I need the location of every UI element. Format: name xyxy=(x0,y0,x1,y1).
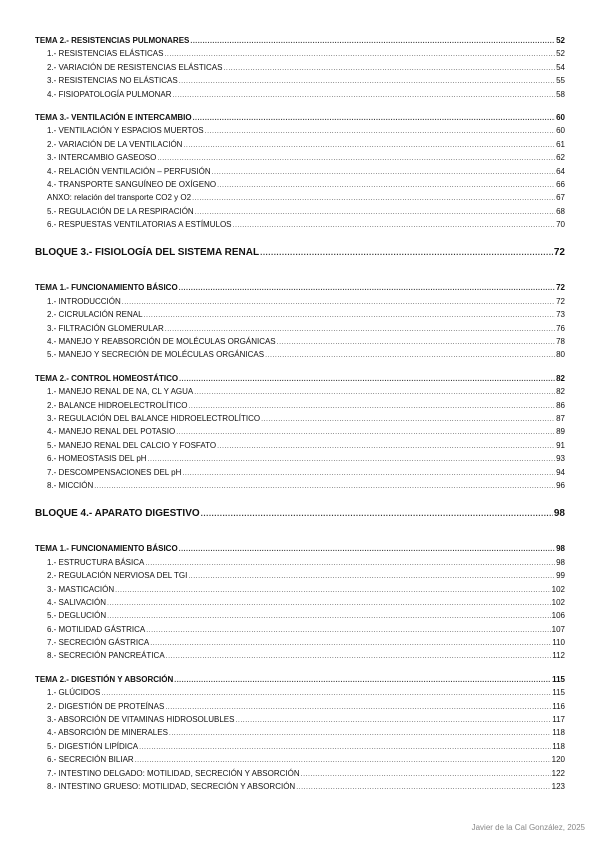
tema-heading[interactable] xyxy=(35,542,565,555)
toc-item[interactable] xyxy=(35,609,565,622)
toc-page-number: 72 xyxy=(556,296,565,306)
toc-item[interactable] xyxy=(35,439,565,452)
dot-leader xyxy=(169,727,551,739)
dot-leader xyxy=(122,296,555,308)
dot-leader xyxy=(179,373,555,385)
toc-item[interactable] xyxy=(35,569,565,582)
toc-entry-label: 1.- VENTILACIÓN Y ESPACIOS MUERTOS xyxy=(47,126,204,136)
toc-item[interactable] xyxy=(35,295,565,308)
toc-page-number: 52 xyxy=(556,49,565,59)
toc-page-number: 60 xyxy=(556,126,565,136)
toc-page-number: 82 xyxy=(556,373,565,383)
toc-entry-label: TEMA 1.- FUNCIONAMIENTO BÁSICO xyxy=(35,283,178,293)
dot-leader xyxy=(183,139,555,151)
dot-leader xyxy=(115,584,551,596)
toc-page-number: 60 xyxy=(556,112,565,122)
toc-page-number: 112 xyxy=(552,651,565,661)
table-of-contents xyxy=(35,34,565,793)
toc-item[interactable] xyxy=(35,124,565,137)
toc-item[interactable] xyxy=(35,348,565,361)
dot-leader xyxy=(174,674,551,686)
toc-page-number: 80 xyxy=(556,350,565,360)
dot-leader xyxy=(101,687,551,699)
toc-entry-label: TEMA 2.- DIGESTIÓN Y ABSORCIÓN xyxy=(35,674,174,684)
toc-page-number: 66 xyxy=(556,179,565,189)
toc-item[interactable] xyxy=(35,740,565,753)
toc-entry-label: 4.- RELACIÓN VENTILACIÓN – PERFUSIÓN xyxy=(47,166,211,176)
toc-page-number: 62 xyxy=(556,153,565,163)
dot-leader xyxy=(195,206,555,218)
tema-heading[interactable] xyxy=(35,372,565,385)
bloque-heading[interactable] xyxy=(35,245,565,261)
dot-leader xyxy=(182,467,555,479)
dot-leader xyxy=(144,309,556,321)
dot-leader xyxy=(176,426,555,438)
dot-leader xyxy=(139,741,551,753)
section-spacer xyxy=(35,231,565,245)
section-spacer xyxy=(35,532,565,542)
toc-page-number: 76 xyxy=(556,323,565,333)
footer-author: Javier de la Cal González, 2025 xyxy=(471,823,585,832)
toc-item[interactable] xyxy=(35,425,565,438)
toc-entry-label: 8.- MICCIÓN xyxy=(47,480,94,490)
toc-entry-label: 6.- MOTILIDAD GÁSTRICA xyxy=(47,624,146,634)
toc-item[interactable] xyxy=(35,191,565,204)
toc-item[interactable] xyxy=(35,623,565,636)
toc-page-number: 115 xyxy=(552,688,565,698)
toc-page-number: 98 xyxy=(556,544,565,554)
dot-leader xyxy=(145,557,555,569)
dot-leader xyxy=(233,219,556,231)
toc-item[interactable] xyxy=(35,165,565,178)
toc-page-number: 93 xyxy=(556,454,565,464)
toc-page-number: 82 xyxy=(556,387,565,397)
toc-entry-label: 2.- VARIACIÓN DE LA VENTILACIÓN xyxy=(47,139,183,149)
section-spacer xyxy=(35,663,565,673)
toc-item[interactable] xyxy=(35,726,565,739)
toc-page-number: 118 xyxy=(552,728,565,738)
dot-leader xyxy=(265,349,555,361)
toc-page-number: 72 xyxy=(556,283,565,293)
toc-entry-label: 8.- SECRECIÓN PANCREÁTICA xyxy=(47,651,165,661)
toc-item[interactable] xyxy=(35,596,565,609)
toc-entry-label: 1.- INTRODUCCIÓN xyxy=(47,296,121,306)
toc-entry-label: TEMA 3.- VENTILACIÓN E INTERCAMBIO xyxy=(35,112,192,122)
toc-page-number: 52 xyxy=(556,36,565,45)
dot-leader xyxy=(94,480,555,492)
toc-item[interactable] xyxy=(35,74,565,87)
dot-leader xyxy=(148,453,556,465)
dot-leader xyxy=(164,48,555,60)
toc-entry-label: 4.- TRANSPORTE SANGUÍNEO DE OXÍGENO xyxy=(47,179,217,189)
toc-page-number: 116 xyxy=(552,701,565,711)
toc-page-number: 110 xyxy=(552,638,565,648)
toc-page-number: 98 xyxy=(556,557,565,567)
toc-entry-label: 5.- DEGLUCIÓN xyxy=(47,611,107,621)
toc-item[interactable] xyxy=(35,556,565,569)
toc-entry-label: 5.- DIGESTIÓN LIPÍDICA xyxy=(47,741,139,751)
bloque-heading[interactable] xyxy=(35,506,565,522)
toc-page-number: 91 xyxy=(556,440,565,450)
toc-item[interactable] xyxy=(35,412,565,425)
toc-page-number: 98 xyxy=(553,508,565,520)
tema-heading[interactable] xyxy=(35,673,565,686)
toc-item[interactable] xyxy=(35,151,565,164)
toc-entry-label: 1.- GLÚCIDOS xyxy=(47,688,101,698)
toc-page-number: 86 xyxy=(556,400,565,410)
toc-entry-label: 8.- INTESTINO GRUESO: MOTILIDAD, SECRECIÓN Y ABSORCIÓN xyxy=(47,781,296,791)
toc-entry-label: 4.- MANEJO Y REABSORCIÓN DE MOLÉCULAS ORGÁNICAS xyxy=(47,337,276,347)
toc-entry-label: 2.- DIGESTIÓN DE PROTEÍNAS xyxy=(47,701,165,711)
dot-leader xyxy=(188,570,555,582)
dot-leader xyxy=(217,440,555,452)
toc-page-number: 106 xyxy=(551,611,565,621)
toc-page-number: 54 xyxy=(556,62,565,72)
toc-item[interactable] xyxy=(35,636,565,649)
dot-leader xyxy=(172,89,555,101)
tema-heading[interactable] xyxy=(35,34,565,47)
toc-item[interactable] xyxy=(35,385,565,398)
toc-entry-label: 6.- RESPUESTAS VENTILATORIAS A ESTÍMULOS xyxy=(47,220,232,230)
toc-entry-label: 7.- DESCOMPENSACIONES DEL pH xyxy=(47,467,182,477)
toc-entry-label: 3.- FILTRACIÓN GLOMERULAR xyxy=(47,323,164,333)
dot-leader xyxy=(188,400,555,412)
section-spacer xyxy=(35,261,565,271)
toc-entry-label: 5.- MANEJO Y SECRECIÓN DE MOLÉCULAS ORGÁNICAS xyxy=(47,350,265,360)
toc-page-number: 72 xyxy=(553,247,565,259)
toc-page-number: 64 xyxy=(556,166,565,176)
toc-page-number: 87 xyxy=(556,413,565,423)
toc-page-number: 55 xyxy=(556,76,565,86)
toc-item[interactable] xyxy=(35,649,565,662)
section-spacer xyxy=(35,271,565,281)
toc-entry-label: 3.- REGULACIÓN DEL BALANCE HIDROELECTROLÍTICO xyxy=(47,413,261,423)
toc-item[interactable] xyxy=(35,178,565,191)
toc-page-number: 122 xyxy=(551,768,565,778)
toc-item[interactable] xyxy=(35,47,565,60)
dot-leader xyxy=(301,768,551,780)
toc-item[interactable] xyxy=(35,767,565,780)
dot-leader xyxy=(179,75,555,87)
dot-leader xyxy=(201,506,553,522)
toc-page-number: 61 xyxy=(556,139,565,149)
toc-item[interactable] xyxy=(35,466,565,479)
toc-item[interactable] xyxy=(35,686,565,699)
toc-entry-label: 3.- ABSORCIÓN DE VITAMINAS HIDROSOLUBLES xyxy=(47,715,235,725)
toc-page-number: 68 xyxy=(556,206,565,216)
toc-entry-label: 5.- MANEJO RENAL DEL CALCIO Y FOSFATO xyxy=(47,440,217,450)
toc-page-number: 94 xyxy=(556,467,565,477)
toc-item[interactable] xyxy=(35,308,565,321)
toc-entry-label: BLOQUE 3.- FISIOLOGÍA DEL SISTEMA RENAL xyxy=(35,247,260,259)
tema-heading[interactable] xyxy=(35,281,565,294)
toc-page-number: 99 xyxy=(556,571,565,581)
toc-entry-label: 2.- REGULACIÓN NERVIOSA DEL TGI xyxy=(47,571,188,581)
section-spacer xyxy=(35,101,565,111)
toc-entry-label: 6.- SECRECIÓN BILIAR xyxy=(47,755,134,765)
toc-entry-label: 2.- VARIACIÓN DE RESISTENCIAS ELÁSTICAS xyxy=(47,62,223,72)
dot-leader xyxy=(194,386,555,398)
toc-item[interactable] xyxy=(35,479,565,492)
toc-page-number: 102 xyxy=(551,584,565,594)
toc-page-number: 89 xyxy=(556,427,565,437)
dot-leader xyxy=(107,610,551,622)
toc-entry-label: 3.- INTERCAMBIO GASEOSO xyxy=(47,153,157,163)
toc-page-number: 120 xyxy=(551,755,565,765)
toc-item[interactable] xyxy=(35,713,565,726)
toc-entry-label: 1.- MANEJO RENAL DE NA, CL Y AGUA xyxy=(47,387,194,397)
dot-leader xyxy=(277,336,555,348)
section-spacer xyxy=(35,362,565,372)
dot-leader xyxy=(165,323,555,335)
toc-item[interactable] xyxy=(35,218,565,231)
toc-entry-label: 1.- ESTRUCTURA BÁSICA xyxy=(47,557,145,567)
toc-entry-label: 1.- RESISTENCIAS ELÁSTICAS xyxy=(47,49,164,59)
dot-leader xyxy=(296,781,550,793)
toc-item[interactable] xyxy=(35,700,565,713)
toc-entry-label: 7.- INTESTINO DELGADO: MOTILIDAD, SECRECIÓN Y ABSORCIÓN xyxy=(47,768,300,778)
dot-leader xyxy=(179,543,555,555)
toc-entry-label: 2.- CICRULACIÓN RENAL xyxy=(47,310,143,320)
toc-item[interactable] xyxy=(35,780,565,793)
dot-leader xyxy=(150,637,551,649)
toc-entry-label: 2.- BALANCE HIDROELECTROLÍTICO xyxy=(47,400,188,410)
toc-page-number: 96 xyxy=(556,480,565,490)
toc-item[interactable] xyxy=(35,205,565,218)
dot-leader xyxy=(190,35,555,47)
toc-item[interactable] xyxy=(35,88,565,101)
toc-entry-label: TEMA 2.- CONTROL HOMEOSTÁTICO xyxy=(35,373,179,383)
toc-entry-label: 4.- FISIOPATOLOGÍA PULMONAR xyxy=(47,89,172,99)
toc-entry-label: 5.- REGULACIÓN DE LA RESPIRACIÓN xyxy=(47,206,194,216)
dot-leader xyxy=(261,413,555,425)
dot-leader xyxy=(146,624,550,636)
toc-page-number: 73 xyxy=(556,310,565,320)
toc-item[interactable] xyxy=(35,61,565,74)
dot-leader xyxy=(235,714,551,726)
dot-leader xyxy=(193,112,556,124)
toc-entry-label: 4.- SALIVACIÓN xyxy=(47,597,106,607)
toc-page-number: 58 xyxy=(556,89,565,99)
section-spacer xyxy=(35,492,565,506)
toc-entry-label: TEMA 1.- FUNCIONAMIENTO BÁSICO xyxy=(35,544,178,554)
dot-leader xyxy=(179,282,555,294)
dot-leader xyxy=(223,62,555,74)
toc-page-number: 118 xyxy=(552,741,565,751)
dot-leader xyxy=(192,192,555,204)
dot-leader xyxy=(212,166,556,178)
toc-page-number: 102 xyxy=(551,597,565,607)
toc-page-number: 107 xyxy=(551,624,565,634)
toc-entry-label: 6.- HOMEOSTASIS DEL pH xyxy=(47,454,147,464)
toc-page-number: 67 xyxy=(556,193,565,203)
dot-leader xyxy=(135,754,551,766)
dot-leader xyxy=(260,245,553,261)
toc-item[interactable] xyxy=(35,335,565,348)
toc-entry-label: BLOQUE 4.- APARATO DIGESTIVO xyxy=(35,508,200,520)
toc-item[interactable] xyxy=(35,583,565,596)
toc-page-number: 123 xyxy=(551,781,565,791)
section-spacer xyxy=(35,522,565,532)
tema-heading[interactable] xyxy=(35,111,565,124)
toc-entry-label: TEMA 2.- RESISTENCIAS PULMONARES xyxy=(35,36,190,45)
dot-leader xyxy=(205,125,555,137)
toc-entry-label: 3.- MASTICACIÓN xyxy=(47,584,115,594)
toc-entry-label: 7.- SECRECIÓN GÁSTRICA xyxy=(47,638,150,648)
toc-item[interactable] xyxy=(35,138,565,151)
toc-page-number: 117 xyxy=(552,715,565,725)
dot-leader xyxy=(166,650,552,662)
dot-leader xyxy=(107,597,551,609)
toc-page-number: 78 xyxy=(556,337,565,347)
toc-page-number: 70 xyxy=(556,220,565,230)
dot-leader xyxy=(217,179,555,191)
dot-leader xyxy=(157,152,555,164)
toc-item[interactable] xyxy=(35,322,565,335)
toc-item[interactable] xyxy=(35,399,565,412)
toc-entry-label: 4.- ABSORCIÓN DE MINERALES xyxy=(47,728,168,738)
toc-item[interactable] xyxy=(35,753,565,766)
dot-leader xyxy=(165,701,551,713)
toc-entry-label: ANXO: relación del transporte CO2 y O2 xyxy=(47,193,192,203)
toc-entry-label: 3.- RESISTENCIAS NO ELÁSTICAS xyxy=(47,76,178,86)
toc-entry-label: 4.- MANEJO RENAL DEL POTASIO xyxy=(47,427,176,437)
toc-item[interactable] xyxy=(35,452,565,465)
toc-page-number: 115 xyxy=(552,674,565,684)
